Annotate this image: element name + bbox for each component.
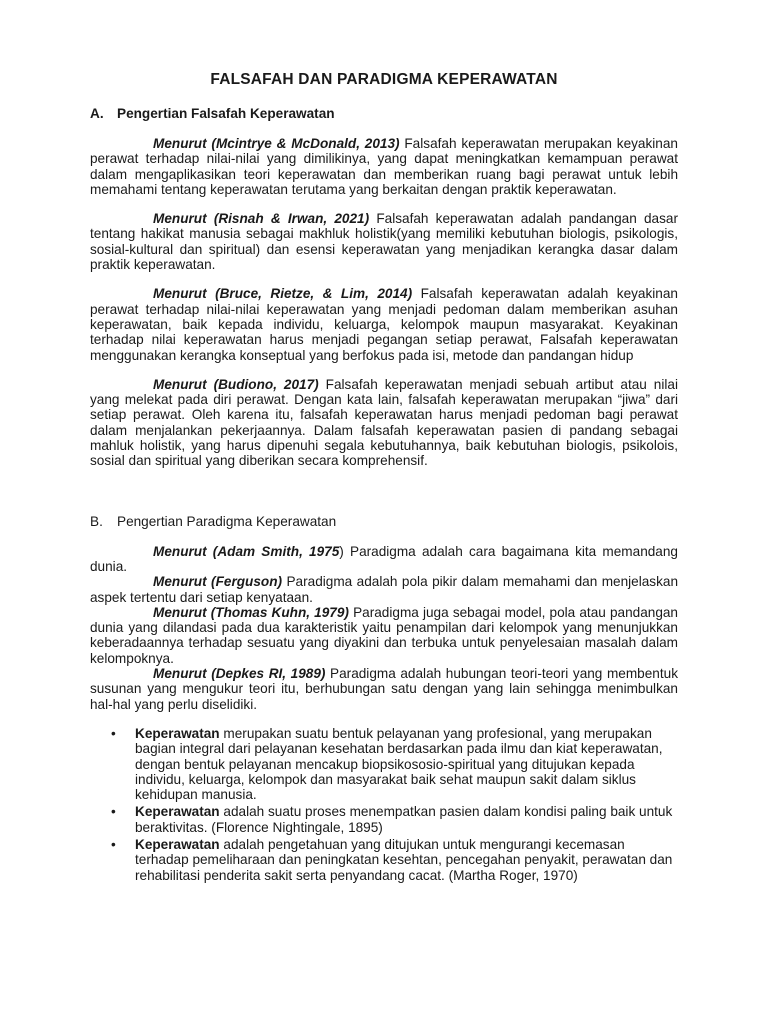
section-a-heading — [90, 106, 678, 122]
section-a-paragraph — [90, 211, 678, 272]
paragraph-text: Paradigma adalah pola pikir dalam memahami dan menjelaskan aspek tertentu dari setiap kenyataan. — [90, 574, 679, 605]
paragraph-text: Falsafah keperawatan adalah pandangan dasar tentang hakikat manusia sebagai makhluk holistik(yang memiliki kebutuhan biologis, psikologis, sosial-kultural dan spiritual) dan esensi keperawatan yang menjadikan kerangka dasar dalam praktik keperawatan. — [90, 211, 678, 273]
section-a-letter: A. — [90, 106, 104, 121]
section-a-title: Pengertian Falsafah Keperawatan — [117, 106, 335, 121]
document-title: FALSAFAH DAN PARADIGMA KEPERAWATAN — [210, 71, 558, 88]
citation: Menurut (Ferguson) — [153, 574, 283, 590]
section-a-paragraph — [90, 286, 678, 362]
citation: Menurut (Depkes RI, 1989) — [153, 666, 326, 682]
list-item — [111, 804, 678, 835]
paragraph-text: Paradigma juga sebagai model, pola atau pandangan dunia yang dilandasi pada dua karakteristik yaitu penampilan dari kelompok yang menunjukkan keberadaannya terhadap sesuatu yang diyakini dan terbuka untuk penyelesaian masalah dalam kelompoknya. — [90, 604, 678, 666]
section-b-letter: B. — [90, 513, 103, 529]
bullet-icon: • — [111, 725, 116, 741]
list-item-text: adalah pengetahuan yang ditujukan untuk mengurangi kecemasan terhadap pemeliharaan dan peningkatan kesehtan, pencegahan penyakit, perawatan dan rehabilitasi penderita sakit serta penyandang cacat. (Martha Roger, 1970) — [135, 836, 673, 883]
section-a-paragraph — [90, 377, 678, 469]
citation: Menurut (Adam Smith, 1975 — [153, 543, 340, 559]
section-b-paragraph — [90, 544, 678, 575]
citation: Menurut (Mcintrye & McDonald, 2013) — [153, 136, 400, 151]
keyword: Keperawatan — [135, 836, 220, 852]
keyword: Keperawatan — [135, 725, 220, 741]
paragraph-text: Falsafah keperawatan adalah keyakinan perawat terhadap nilai-nilai keperawatan yang menjadi pedoman dalam memberikan asuhan keperawatan, baik kepada individu, keluarga, kelompok maupun masyarakat. Keyakinan terhadap nilai keperawatan harus menjadi pegangan setiap perawat, Falsafah keperawatan menggunakan kerangka konseptual yang berfokus pada isi, metode dan pandangan hidup — [90, 286, 678, 363]
list-item-text: adalah suatu proses menempatkan pasien dalam kondisi paling baik untuk beraktivitas. (Florence Nightingale, 1895) — [135, 804, 673, 835]
paragraph-text: ) Paradigma adalah cara bagaimana kita memandang dunia. — [90, 543, 678, 574]
section-b-heading — [90, 514, 678, 530]
section-b-paragraph — [90, 666, 678, 712]
section-b-title: Pengertian Paradigma Keperawatan — [117, 513, 337, 529]
section-b-paragraph — [90, 574, 678, 605]
paragraph-text: Falsafah keperawatan menjadi sebuah artibut atau nilai yang melekat pada diri perawat. Dengan kata lain, falsafah keperawatan merupakan “jiwa” dari setiap perawat. Oleh karena itu, falsafah keperawatan harus menjadi pedoman bagi perawat dalam menjalankan pekerjaannya. Dalam falsafah keperawatan pasien di pandang sebagai mahluk holistik, yang harus dipenuhi segala kebutuhannya, baik kebutuhan biologis, psikolois, sosial dan spiritual yang diberikan secara komprehensif. — [90, 376, 678, 469]
section-a-paragraph — [90, 136, 678, 197]
citation: Menurut (Budiono, 2017) — [153, 376, 319, 392]
bullet-list — [90, 726, 678, 883]
citation: Menurut (Thomas Kuhn, 1979) — [153, 604, 349, 620]
citation: Menurut (Risnah & Irwan, 2021) — [153, 211, 370, 227]
bullet-icon: • — [111, 804, 116, 820]
citation: Menurut (Bruce, Rietze, & Lim, 2014) — [153, 286, 413, 302]
section-b-paragraph — [90, 605, 678, 666]
bullet-icon: • — [111, 836, 116, 852]
paragraph-text: Paradigma adalah hubungan teori-teori yang membentuk susunan yang mengukur teori itu, berhubungan satu dengan yang lain sehingga menimbulkan hal-hal yang perlu diselidiki. — [90, 666, 678, 712]
list-item — [111, 836, 678, 883]
paragraph-text: Falsafah keperawatan merupakan keyakinan perawat terhadap nilai-nilai yang dimilikinya, yang dapat meningkatkan kemampuan perawat dalam mengaplikasikan teori keperawatan dan memberikan ruang bagi perawat untuk lebih memahami tentang keperawatan terutama yang berkaitan dengan praktik keperawatan. — [90, 136, 678, 197]
list-item — [111, 725, 678, 803]
list-item-text: merupakan suatu bentuk pelayanan yang profesional, yang merupakan bagian integral dari pelayanan kesehatan berdasarkan pada ilmu dan kiat keperawatan, dengan bentuk pelayanan mencakup biopsikososio-spiritual yang ditujukan kepada individu, keluarga, kelompok dan masyarakat baik sehat maupun sakit dalam siklus kehidupan manusia. — [135, 725, 663, 803]
keyword: Keperawatan — [135, 804, 220, 820]
